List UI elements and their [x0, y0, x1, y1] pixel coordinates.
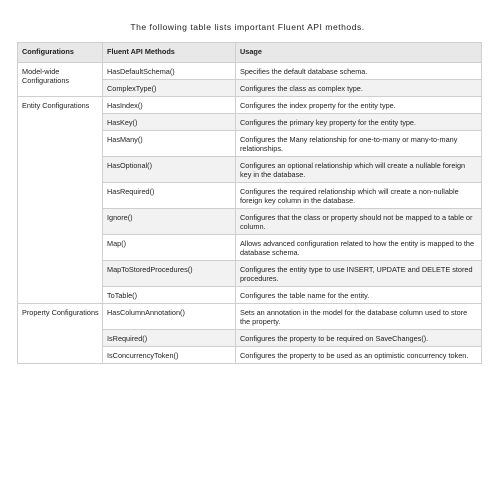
- table-row: [18, 304, 482, 330]
- usage-cell: Configures the index property for the entity type.: [236, 97, 482, 114]
- table-row: [18, 97, 482, 114]
- method-cell: HasIndex(): [103, 97, 236, 114]
- usage-cell: Configures that the class or property should not be mapped to a table or column.: [236, 209, 482, 235]
- usage-cell: Configures the table name for the entity.: [236, 287, 482, 304]
- usage-cell: Configures the Many relationship for one-to-many or many-to-many relationships.: [236, 131, 482, 157]
- usage-cell: Configures the property to be required on SaveChanges().: [236, 330, 482, 347]
- usage-cell: Allows advanced configuration related to how the entity is mapped to the database schema.: [236, 235, 482, 261]
- header-usage: Usage: [236, 43, 482, 63]
- group-property: Property Configurations: [18, 304, 103, 364]
- method-cell: ComplexType(): [103, 80, 236, 97]
- usage-cell: Configures the class as complex type.: [236, 80, 482, 97]
- usage-cell: Configures the property to be used as an optimistic concurrency token.: [236, 347, 482, 364]
- usage-cell: Configures the entity type to use INSERT, UPDATE and DELETE stored procedures.: [236, 261, 482, 287]
- usage-cell: Specifies the default database schema.: [236, 63, 482, 80]
- method-cell: HasColumnAnnotation(): [103, 304, 236, 330]
- table-header-row: [18, 43, 482, 63]
- method-cell: HasRequired(): [103, 183, 236, 209]
- usage-cell: Sets an annotation in the model for the database column used to store the property.: [236, 304, 482, 330]
- method-cell: HasMany(): [103, 131, 236, 157]
- method-cell: HasDefaultSchema(): [103, 63, 236, 80]
- table-caption: The following table lists important Fluent API methods.: [130, 22, 365, 32]
- table-row: [18, 63, 482, 80]
- method-cell: MapToStoredProcedures(): [103, 261, 236, 287]
- usage-cell: Configures the primary key property for the entity type.: [236, 114, 482, 131]
- header-configurations: Configurations: [18, 43, 103, 63]
- usage-cell: Configures an optional relationship which will create a nullable foreign key in the database.: [236, 157, 482, 183]
- method-cell: Ignore(): [103, 209, 236, 235]
- method-cell: Map(): [103, 235, 236, 261]
- usage-cell: Configures the required relationship which will create a non-nullable foreign key column in the database.: [236, 183, 482, 209]
- header-fluent-api-methods: Fluent API Methods: [103, 43, 236, 63]
- method-cell: IsRequired(): [103, 330, 236, 347]
- method-cell: IsConcurrencyToken(): [103, 347, 236, 364]
- method-cell: ToTable(): [103, 287, 236, 304]
- group-model-wide: Model-wide Configurations: [18, 63, 103, 97]
- fluent-api-table: [17, 42, 482, 364]
- group-entity: Entity Configurations: [18, 97, 103, 304]
- method-cell: HasOptional(): [103, 157, 236, 183]
- method-cell: HasKey(): [103, 114, 236, 131]
